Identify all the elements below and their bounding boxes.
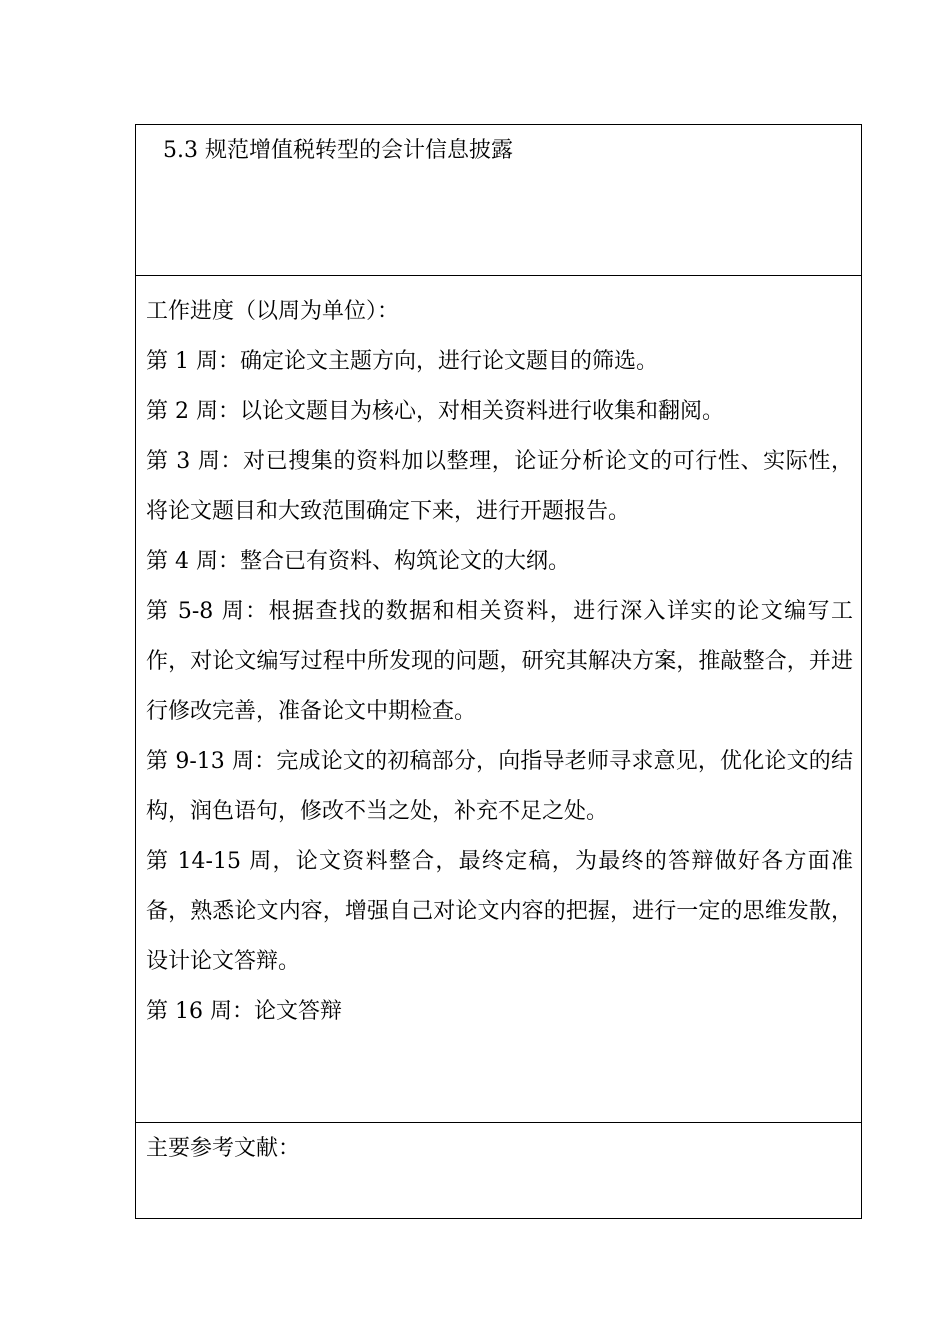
progress-item-week-4: 第 4 周：整合已有资料、构筑论文的大纲。 <box>146 549 570 574</box>
progress-item-week-14-15: 第 14-15 周，论文资料整合，最终定稿，为最终的答辩做好各方面准备，熟悉论文内容，增强自己对论文内容的把握，进行一定的思维发散，设计论文答辩。 <box>146 849 853 974</box>
work-progress-title: 工作进度（以周为单位）： <box>146 299 400 324</box>
proposal-form-table <box>135 124 862 1219</box>
progress-item-week-9-13: 第 9-13 周：完成论文的初稿部分，向指导老师寻求意见，优化论文的结构，润色语句，修改不当之处，补充不足之处。 <box>146 749 853 824</box>
progress-item-week-2: 第 2 周：以论文题目为核心，对相关资料进行收集和翻阅。 <box>146 399 724 424</box>
section-heading: 5.3 规范增值税转型的会计信息披露 <box>163 138 513 163</box>
progress-item-week-5-8: 第 5-8 周：根据查找的数据和相关资料，进行深入详实的论文编写工作，对论文编写过程中所发现的问题，研究其解决方案，推敲整合，并进行修改完善，准备论文中期检查。 <box>146 599 853 724</box>
progress-item-week-16: 第 16 周：论文答辩 <box>146 999 342 1024</box>
work-progress-cell <box>136 276 861 1123</box>
progress-item-week-3: 第 3 周：对已搜集的资料加以整理，论证分析论文的可行性、实际性，将论文题目和大致范围确定下来，进行开题报告。 <box>146 449 853 524</box>
references-title: 主要参考文献： <box>146 1136 301 1161</box>
progress-item-week-1: 第 1 周：确定论文主题方向，进行论文题目的筛选。 <box>146 349 658 374</box>
work-progress-list <box>146 337 853 1037</box>
section-outline-cell <box>136 125 861 276</box>
references-cell <box>136 1123 861 1218</box>
